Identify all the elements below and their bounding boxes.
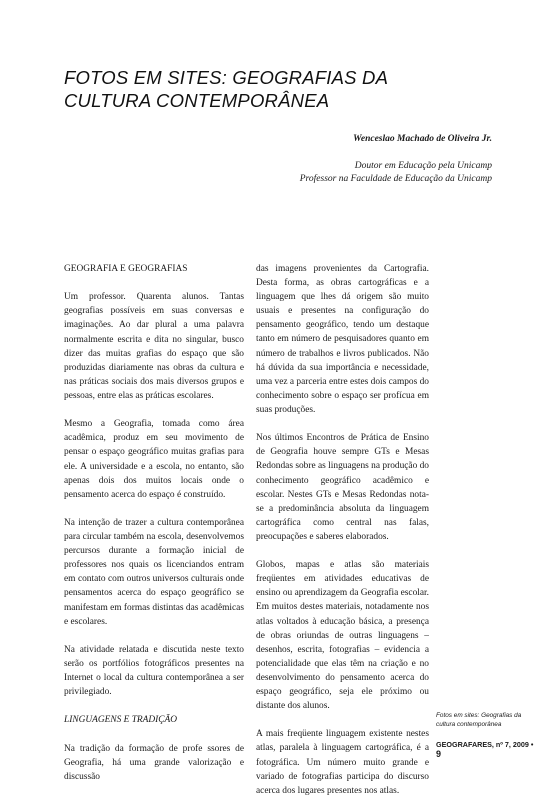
left-column [64,262,244,798]
right-column [256,262,429,812]
paragraph: das imagens provenientes da Cartografia. Desta forma, as obras cartográficas e a linguagem que lhes dá origem são muito usuais e presentes na configuração do pensamento geográfico, tendo um destaque tanto em número de pesquisadores quanto em número de trabalhos e livros publicados. Não há dúvida da sua importância e necessidade, uma vez a parceria entre estes dois campos do conhecimento sobre o espaço ser profícua em suas produções. [256,264,429,415]
author-affiliation [300,160,492,186]
paragraph: Globos, mapas e atlas são materiais freqüentes em atividades educativas de ensino ou aprendizagem da Geografia escolar. Em muitos destes materiais, notadamente nos atlas voltados à educação básica, a presença de obras oriundas de outras linguagens – desenhos, escrita, fotografias – evidencia a potencialidade que elas têm na criação e no desenvolvimento do pensamento acerca do espaço geográfico, seja ele próximo ou distante dos alunos. [256,560,429,712]
paragraph: Nos últimos Encontros de Prática de Ensino de Geografia houve sempre GTs e Mesas Redondas sobre as linguagens na produção do conhecimento geográfico acadêmico e escolar. Nestes GTs e Mesas Redondas nota-se a predominância absoluta da linguagem cartográfica como central nas falas, preocupações e saberes elaborados. [256,433,429,542]
affiliation-line-2: Professor na Faculdade de Educação da Unicamp [299,174,492,184]
paragraph: Na tradição da formação de profe ssores de Geografia, há uma grande valorização e discussão [64,743,244,782]
article-title: FOTOS EM SITES: GEOGRAFIAS DA CULTURA CONTEMPORÂNEA [64,67,388,111]
page-footer [436,740,540,759]
affiliation-line-1: Doutor em Educação pela Unicamp [354,161,492,171]
paragraph: Mesmo a Geografia, tomada como área acadêmica, produz em seu movimento de pensar o espaço geográfico muitas grafias para ele. A universidade e a escola, no entanto, são apenas dois dos muitos locais onde o pensamento acerca do espaço é construído. [64,419,244,500]
paragraph: A mais freqüente linguagem existente nestes atlas, paralela à linguagem cartográfica, é a fotográfica. Um número muito grande e variado de fotografias participa do discurso acerca dos lugares presentes nos atlas. [256,729,429,796]
paragraph: Na atividade relatada e discutida neste texto serão os portfólios fotográficos presentes na Internet o local da cultura contemporânea a ser privilegiado. [64,644,244,698]
section-heading-geografia: GEOGRAFIA E GEOGRAFIAS [64,264,188,274]
paragraph: Um professor. Quarenta alunos. Tantas geografias possíveis em suas conversas e imaginações. Ao dar plural a uma palavra normalmente escrita e dita no singular, busco dizer das muitas grafias do espaço que são produzidas diariamente nas obras da cultura e nas práticas sociais dos mais diversos grupos e pessoas, entre elas as práticas escolares. [64,292,244,401]
section-heading-linguagens: LINGUAGENS E TRADIÇÃO [64,715,178,726]
page-number: 9 [436,749,442,759]
author-name: Wenceslao Machado de Oliveira Jr. [353,134,492,144]
running-header-caption: Fotos em sites: Geografias da cultura contemporânea [436,712,522,728]
journal-citation: GEOGRAFARES, nº 7, 2009 • [436,740,534,749]
paragraph: Na intenção de trazer a cultura contemporânea para circular também na escola, desenvolvemos percursos durante a formação inicial de professores nos quais os licenciandos entram em contato com outros universos culturais onde pensamentos acerca do espaço geográfico se manifestam em formas distintas das acadêmicas e escolares. [64,517,244,627]
